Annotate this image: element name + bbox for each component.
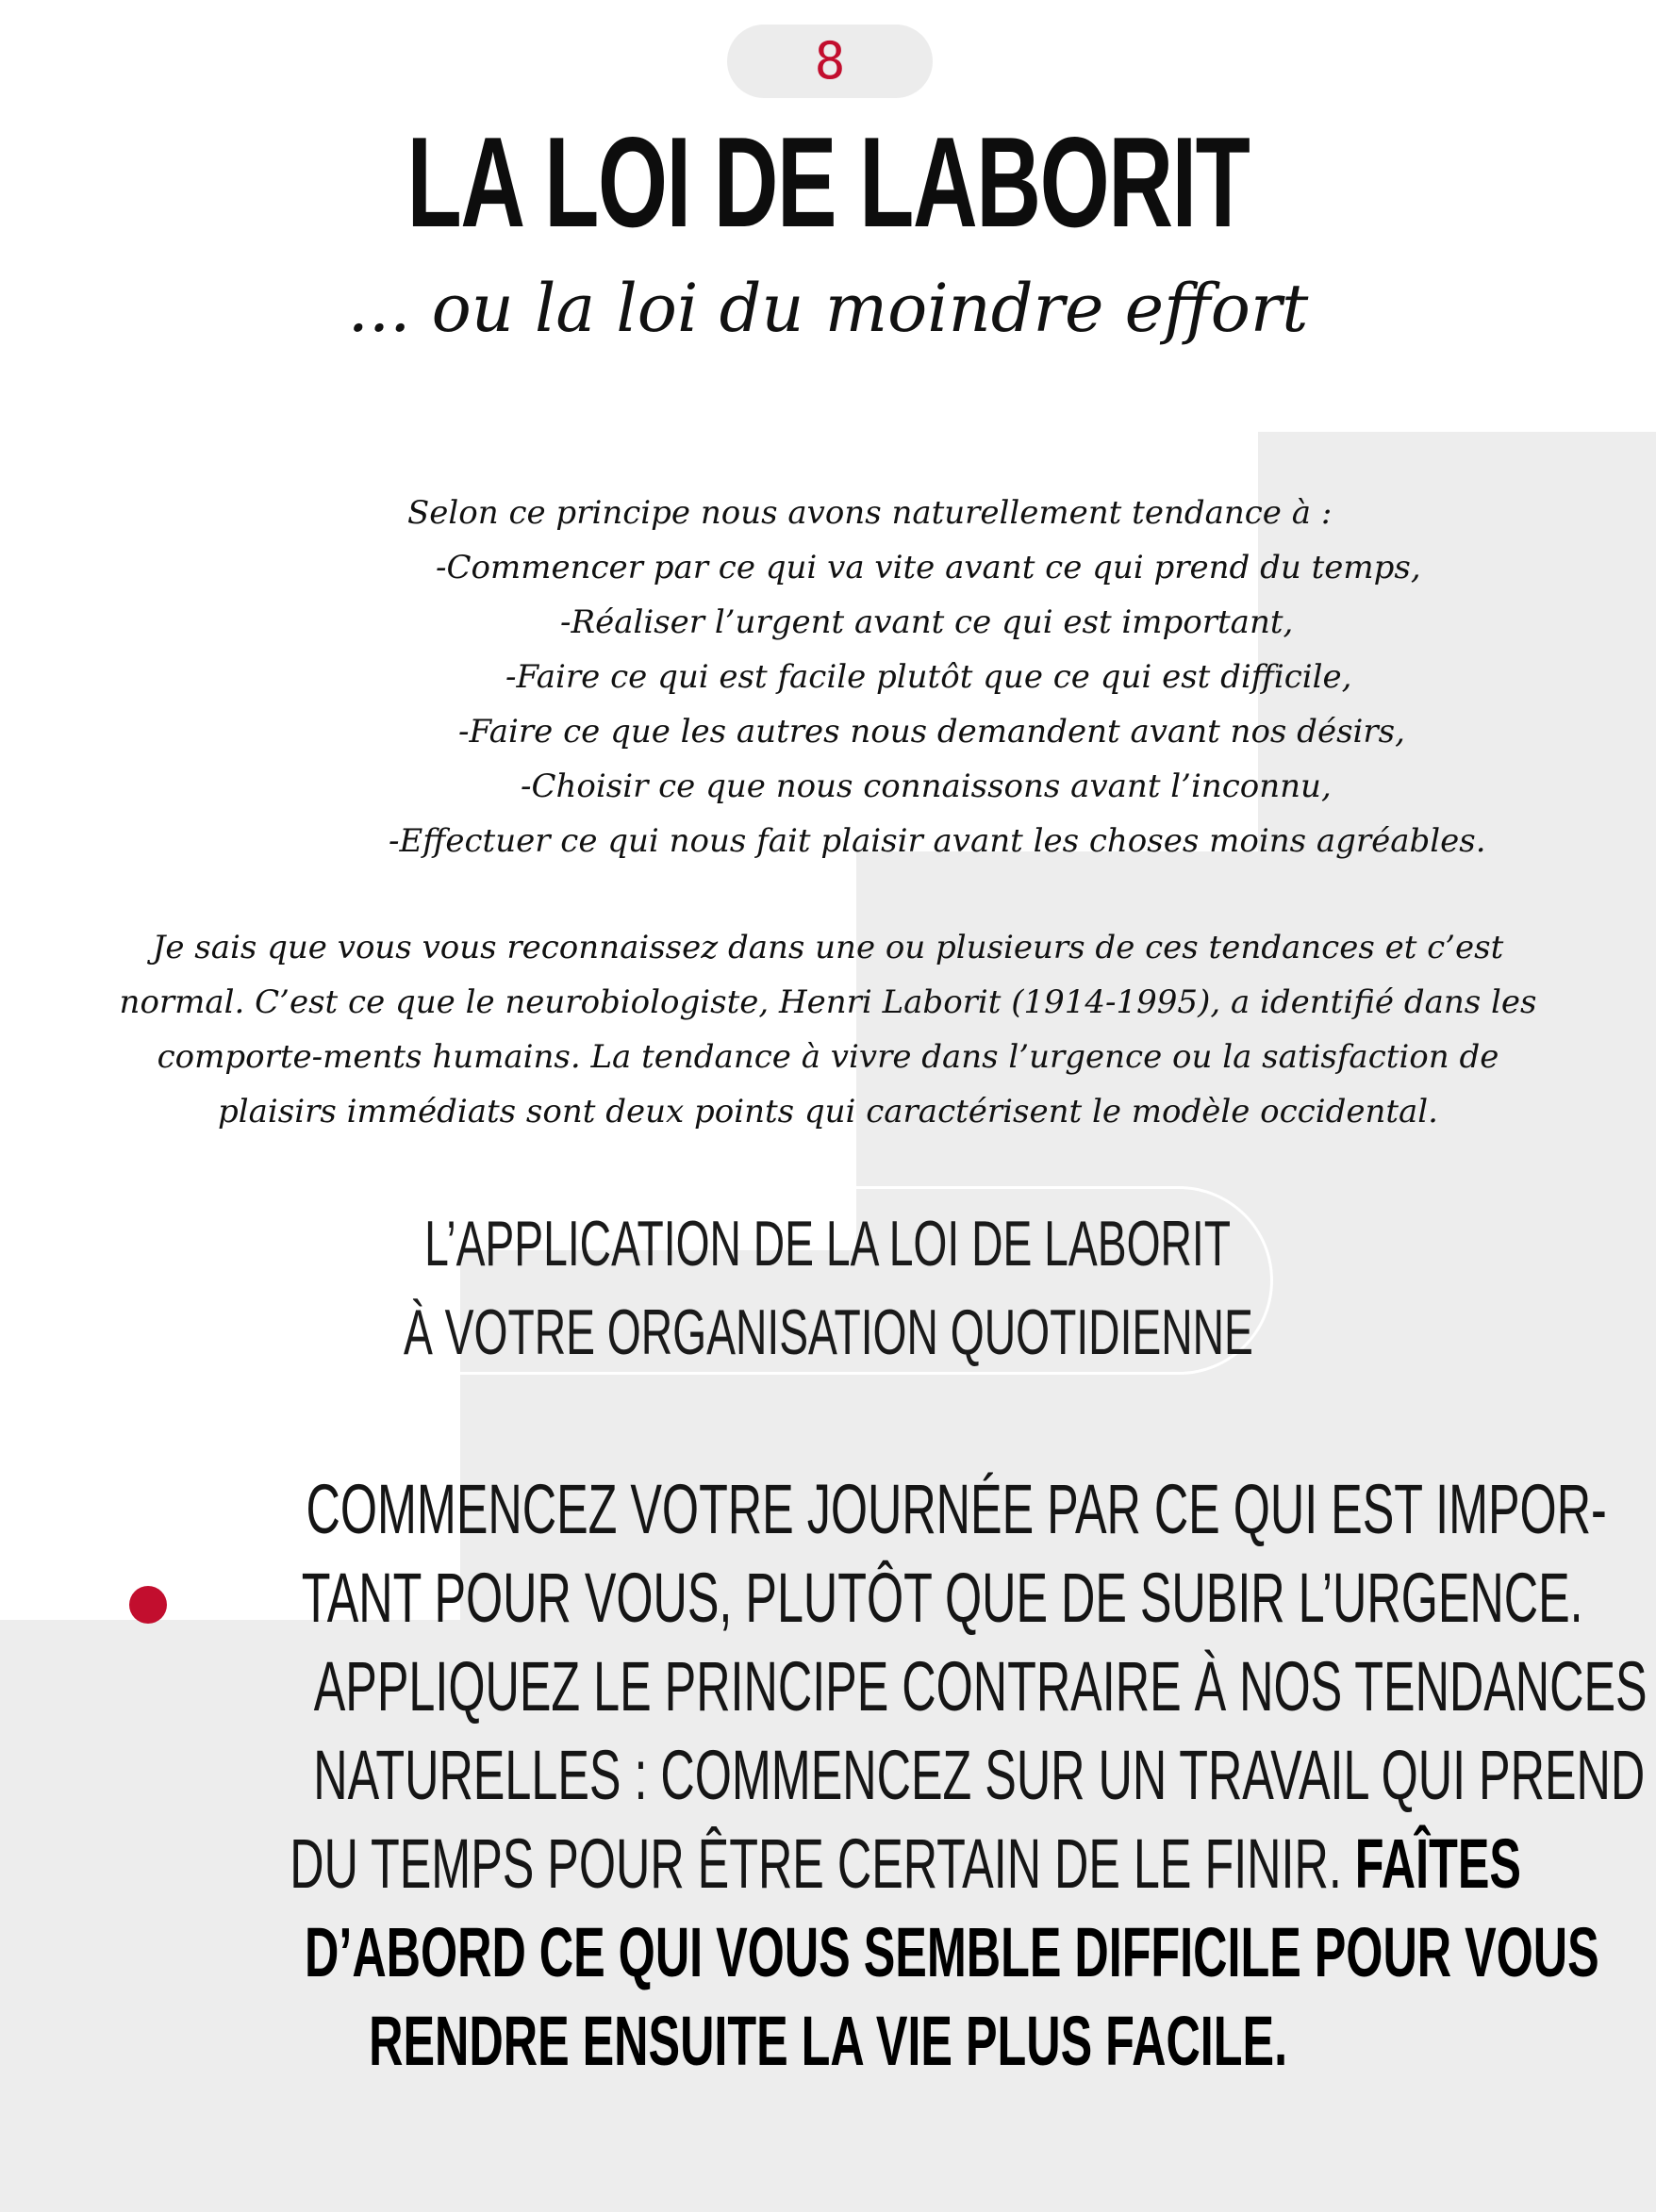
intro-list (0, 486, 1656, 868)
intro-line: -Faire ce que les autres nous demandent avant nos désirs, (458, 713, 1405, 751)
intro-line: -Effectuer ce qui nous fait plaisir avant les choses moins agréables. (389, 822, 1486, 860)
advice-bold-start: FAÎTES (1354, 1824, 1521, 1903)
intro-line: -Réaliser l’urgent avant ce qui est important, (560, 603, 1294, 641)
intro-line: -Faire ce qui est facile plutôt que ce qui est difficile, (505, 658, 1352, 696)
advice-bold-line: D’ABORD CE QUI VOUS SEMBLE DIFFICILE POUR VOUS (304, 1913, 1599, 1991)
page-number: 8 (814, 31, 846, 91)
section-heading-line: L’APPLICATION DE LA LOI DE LABORIT (424, 1208, 1232, 1279)
section-heading-line: À VOTRE ORGANISATION QUOTIDIENNE (403, 1296, 1253, 1368)
advice-line: COMMENCEZ VOTRE JOURNÉE PAR CE QUI EST IMPOR- (306, 1470, 1607, 1548)
page-subtitle: ... ou la loi du moindre effort (347, 270, 1309, 347)
page-number-badge (727, 25, 933, 98)
advice-text (0, 1465, 1656, 2086)
advice-line: DU TEMPS POUR ÊTRE CERTAIN DE LE FINIR. (290, 1824, 1342, 1903)
advice-line: NATURELLES : COMMENCEZ SUR UN TRAVAIL QUI PREND (313, 1736, 1646, 1814)
intro-line: -Commencer par ce qui va vite avant ce qui prend du temps, (436, 549, 1421, 586)
section-heading (0, 1199, 1656, 1377)
intro-line: Selon ce principe nous avons naturellement tendance à : (407, 494, 1333, 532)
advice-bold-line: RENDRE ENSUITE LA VIE PLUS FACILE. (369, 2002, 1287, 2080)
body-paragraph: Je sais que vous vous reconnaissez dans une ou plusieurs de ces tendances et c’est normal. C’est ce que le neurobiologiste, Henri Laborit (1914-1995), a identifié dans les comporte-ments humains. La tendance à vivre dans l’urgence ou la satisfaction de plaisirs immédiats sont deux points qui caractérisent le modèle occidental. (119, 929, 1537, 1131)
advice-line: APPLIQUEZ LE PRINCIPE CONTRAIRE À NOS TENDANCES (313, 1647, 1648, 1725)
intro-line: -Choisir ce que nous connaissons avant l’inconnu, (521, 768, 1332, 805)
advice-line: TANT POUR VOUS, PLUTÔT QUE DE SUBIR L’URGENCE. (301, 1559, 1583, 1637)
page-title: LA LOI DE LABORIT (406, 110, 1250, 254)
